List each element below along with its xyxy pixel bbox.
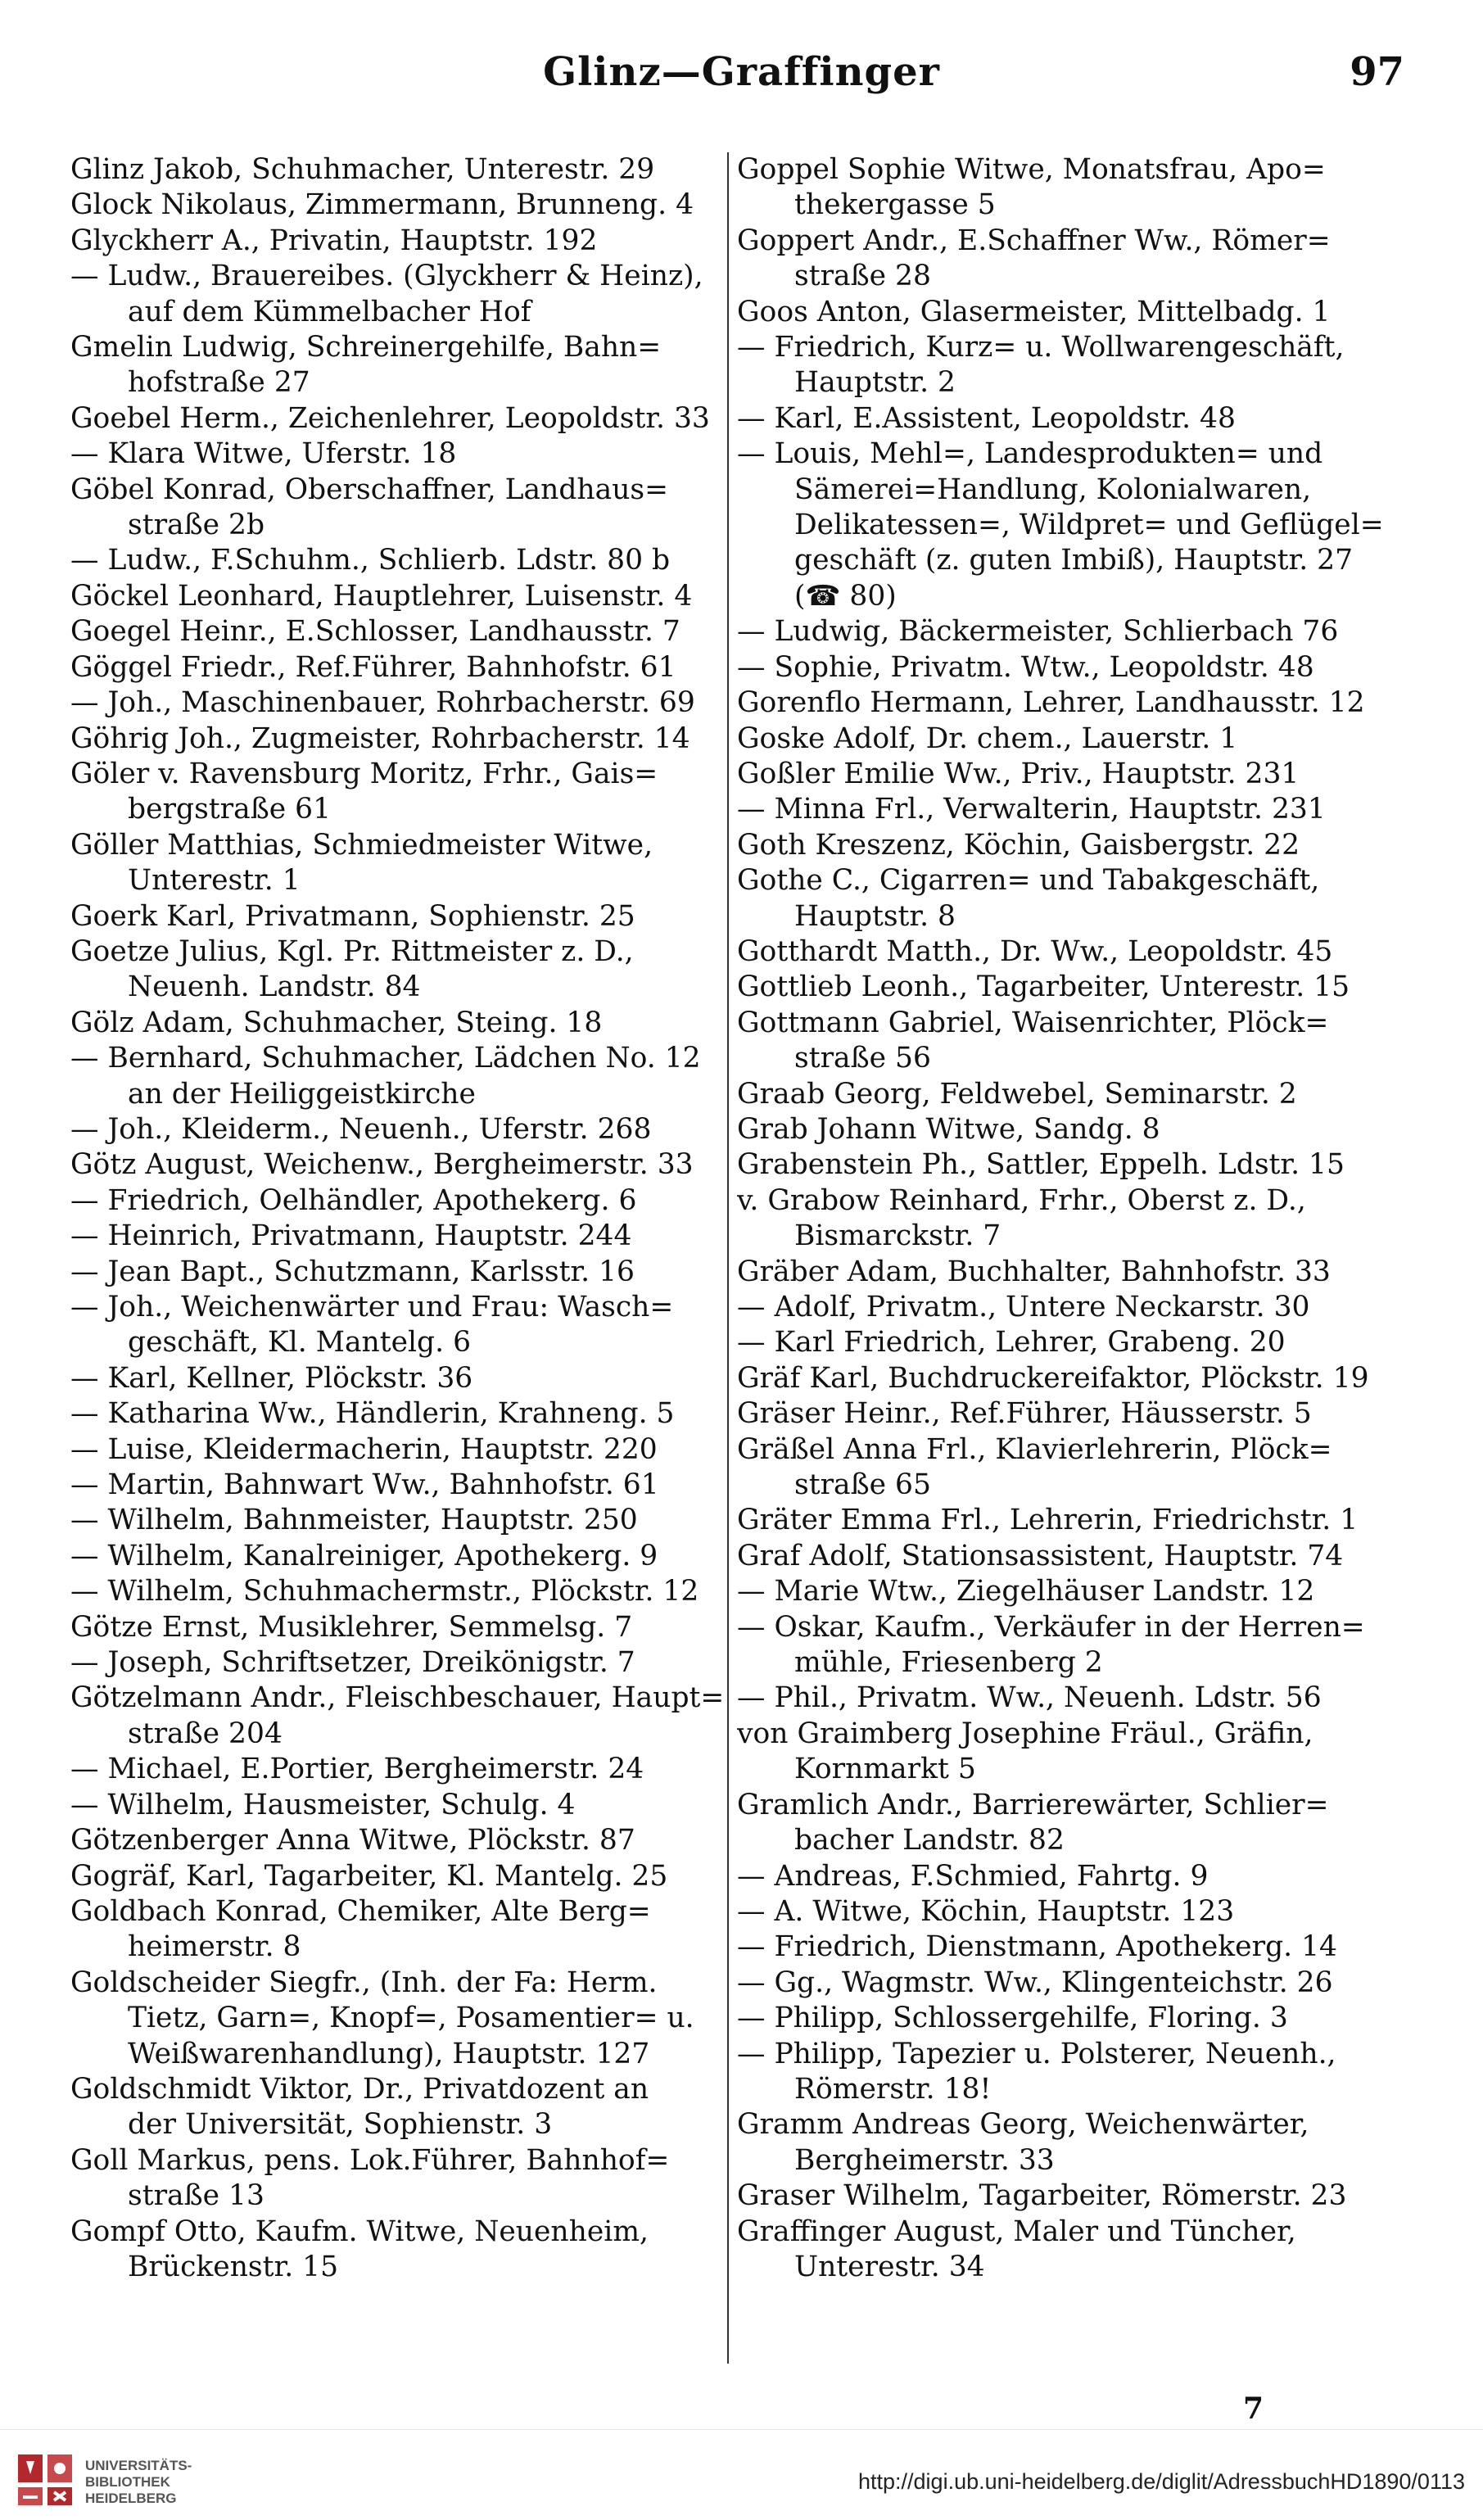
directory-entry: Götz August, Weichenw., Bergheimerstr. 33 bbox=[70, 1148, 694, 1182]
directory-entry: Gogräf, Karl, Tagarbeiter, Kl. Mantelg. 25 bbox=[70, 1859, 668, 1893]
directory-entry: — Joseph, Schriftsetzer, Dreikönigstr. 7 bbox=[70, 1646, 635, 1680]
directory-entry-continuation: Hauptstr. 2 bbox=[794, 366, 956, 400]
right-column bbox=[737, 152, 1399, 2380]
directory-entry: Gottmann Gabriel, Waisenrichter, Plöck= bbox=[737, 1006, 1329, 1039]
directory-entry: Glinz Jakob, Schuhmacher, Unterestr. 29 bbox=[70, 153, 655, 186]
directory-entry: Glock Nikolaus, Zimmermann, Brunneng. 4 bbox=[70, 188, 694, 222]
directory-entry: Goldscheider Siegfr., (Inh. der Fa: Herm. bbox=[70, 1966, 658, 1999]
directory-entry-continuation: Römerstr. 18! bbox=[794, 2072, 992, 2106]
directory-entry: — Karl Friedrich, Lehrer, Grabeng. 20 bbox=[737, 1326, 1286, 1360]
directory-entry: Gothe C., Cigarren= und Tabakgeschäft, bbox=[737, 864, 1320, 898]
directory-entry: Goll Markus, pens. Lok.Führer, Bahnhof= bbox=[70, 2143, 670, 2177]
directory-entry: Goske Adolf, Dr. chem., Lauerstr. 1 bbox=[737, 722, 1238, 755]
directory-entry-continuation: Tietz, Garn=, Knopf=, Posamentier= u. bbox=[128, 2002, 694, 2035]
directory-entry: Gorenflo Hermann, Lehrer, Landhausstr. 12 bbox=[737, 686, 1365, 720]
directory-entry: — Philipp, Schlossergehilfe, Floring. 3 bbox=[737, 2002, 1288, 2035]
directory-entry: — Andreas, F.Schmied, Fahrtg. 9 bbox=[737, 1859, 1209, 1893]
directory-entry: Gompf Otto, Kaufm. Witwe, Neuenheim, bbox=[70, 2215, 649, 2248]
directory-entry-continuation: geschäft (z. guten Imbiß), Hauptstr. 27 bbox=[794, 544, 1354, 577]
directory-entry: Goos Anton, Glasermeister, Mittelbadg. 1 bbox=[737, 295, 1331, 328]
directory-entry: Gräser Heinr., Ref.Führer, Häusserstr. 5 bbox=[737, 1397, 1312, 1431]
directory-entry-continuation: straße 56 bbox=[794, 1042, 931, 1075]
directory-entry: Graffinger August, Maler und Tüncher, bbox=[737, 2215, 1296, 2248]
directory-entry-continuation: der Universität, Sophienstr. 3 bbox=[128, 2108, 553, 2142]
column-divider bbox=[727, 152, 729, 2364]
directory-entry: Gräber Adam, Buchhalter, Bahnhofstr. 33 bbox=[737, 1255, 1331, 1288]
directory-entry-continuation: Unterestr. 34 bbox=[794, 2250, 985, 2283]
directory-entry: — Michael, E.Portier, Bergheimerstr. 24 bbox=[70, 1753, 644, 1786]
directory-entry-continuation: heimerstr. 8 bbox=[128, 1930, 301, 1964]
directory-entry: — Louis, Mehl=, Landesprodukten= und bbox=[737, 437, 1323, 471]
directory-entry: Grabenstein Ph., Sattler, Eppelh. Ldstr. 15 bbox=[737, 1148, 1345, 1182]
directory-entry: — Wilhelm, Hausmeister, Schulg. 4 bbox=[70, 1788, 576, 1821]
directory-entry: Goegel Heinr., E.Schlosser, Landhausstr. 7 bbox=[70, 615, 680, 649]
directory-entry-continuation: Hauptstr. 8 bbox=[794, 899, 956, 933]
directory-entry: Graf Adolf, Stationsassistent, Hauptstr. 74 bbox=[737, 1539, 1344, 1572]
directory-entry: Götzelmann Andr., Fleischbeschauer, Haupt= bbox=[70, 1681, 725, 1715]
directory-entry: Göckel Leonhard, Hauptlehrer, Luisenstr. 4 bbox=[70, 579, 693, 613]
directory-entry: v. Grabow Reinhard, Frhr., Oberst z. D., bbox=[737, 1183, 1306, 1217]
directory-entry-continuation: an der Heiliggeistkirche bbox=[128, 1077, 476, 1111]
directory-entry-continuation: straße 204 bbox=[128, 1717, 283, 1750]
directory-entry: — Heinrich, Privatmann, Hauptstr. 244 bbox=[70, 1219, 632, 1253]
directory-entry: Goppert Andr., E.Schaffner Ww., Römer= bbox=[737, 224, 1331, 257]
directory-entry: — Minna Frl., Verwalterin, Hauptstr. 231 bbox=[737, 793, 1326, 826]
footer bbox=[0, 2429, 1483, 2520]
directory-entry: Gramlich Andr., Barrierewärter, Schlier= bbox=[737, 1788, 1329, 1821]
directory-entry-continuation: straße 28 bbox=[794, 260, 931, 293]
directory-entry: — Joh., Kleiderm., Neuenh., Uferstr. 268 bbox=[70, 1112, 652, 1146]
directory-entry: Gottlieb Leonh., Tagarbeiter, Unterestr. 15 bbox=[737, 970, 1350, 1004]
directory-entry: — Oskar, Kaufm., Verkäufer in der Herren= bbox=[737, 1610, 1365, 1644]
directory-entry-continuation: auf dem Kümmelbacher Hof bbox=[128, 295, 531, 328]
directory-entry: Gräter Emma Frl., Lehrerin, Friedrichstr. 1 bbox=[737, 1504, 1359, 1537]
directory-entry-continuation: bergstraße 61 bbox=[128, 793, 332, 826]
directory-entry: Götzenberger Anna Witwe, Plöckstr. 87 bbox=[70, 1824, 635, 1857]
directory-entry: — Phil., Privatm. Ww., Neuenh. Ldstr. 56 bbox=[737, 1681, 1322, 1715]
directory-entry: — Marie Wtw., Ziegelhäuser Landstr. 12 bbox=[737, 1575, 1315, 1608]
directory-entry: Graab Georg, Feldwebel, Seminarstr. 2 bbox=[737, 1077, 1297, 1111]
directory-entry-continuation: Brückenstr. 15 bbox=[128, 2250, 339, 2283]
university-seal-icon bbox=[11, 2448, 79, 2510]
directory-entry: — Ludwig, Bäckermeister, Schlierbach 76 bbox=[737, 615, 1339, 649]
directory-entry: — Karl, Kellner, Plöckstr. 36 bbox=[70, 1361, 473, 1395]
directory-entry-continuation: Sämerei=Handlung, Kolonialwaren, bbox=[794, 473, 1312, 506]
directory-entry: — A. Witwe, Köchin, Hauptstr. 123 bbox=[737, 1894, 1235, 1928]
directory-entry: Goerk Karl, Privatmann, Sophienstr. 25 bbox=[70, 899, 635, 933]
directory-entry: — Bernhard, Schuhmacher, Lädchen No. 12 bbox=[70, 1042, 701, 1075]
directory-entry: Göbel Konrad, Oberschaffner, Landhaus= bbox=[70, 473, 669, 506]
directory-entry: Goldbach Konrad, Chemiker, Alte Berg= bbox=[70, 1894, 651, 1928]
directory-entry: Grab Johann Witwe, Sandg. 8 bbox=[737, 1112, 1160, 1146]
directory-entry: — Friedrich, Oelhändler, Apothekerg. 6 bbox=[70, 1183, 637, 1217]
directory-entry: — Katharina Ww., Händlerin, Krahneng. 5 bbox=[70, 1397, 675, 1431]
source-url[interactable]: http://digi.ub.uni-heidelberg.de/diglit/AdressbuchHD1890/0113 bbox=[858, 2469, 1465, 2494]
directory-entry: — Friedrich, Dienstmann, Apothekerg. 14 bbox=[737, 1930, 1337, 1964]
directory-entry-continuation: geschäft, Kl. Mantelg. 6 bbox=[128, 1326, 472, 1360]
directory-entry: Göler v. Ravensburg Moritz, Frhr., Gais= bbox=[70, 757, 658, 790]
directory-entry-continuation: Weißwarenhandlung), Hauptstr. 127 bbox=[128, 2037, 650, 2070]
directory-entry-continuation: Kornmarkt 5 bbox=[794, 1753, 976, 1786]
directory-entry-continuation: thekergasse 5 bbox=[794, 188, 996, 222]
directory-entry-continuation: straße 13 bbox=[128, 2179, 264, 2213]
directory-entry: Gölz Adam, Schuhmacher, Steing. 18 bbox=[70, 1006, 603, 1039]
library-name-line-3: HEIDELBERG bbox=[85, 2491, 177, 2506]
library-name-line-2: BIBLIOTHEK bbox=[85, 2474, 170, 2490]
directory-entry: — Joh., Maschinenbauer, Rohrbacherstr. 69 bbox=[70, 686, 695, 720]
page-number: 97 bbox=[1350, 49, 1404, 95]
directory-entry: — Adolf, Privatm., Untere Neckarstr. 30 bbox=[737, 1291, 1310, 1323]
directory-entry: — Karl, E.Assistent, Leopoldstr. 48 bbox=[737, 401, 1236, 435]
page-header bbox=[0, 49, 1483, 115]
directory-entry: Goldschmidt Viktor, Dr., Privatdozent an bbox=[70, 2072, 649, 2106]
directory-entry: — Sophie, Privatm. Wtw., Leopoldstr. 48 bbox=[737, 650, 1314, 684]
directory-entry: — Klara Witwe, Uferstr. 18 bbox=[70, 437, 457, 471]
signature-mark: 7 bbox=[1243, 2391, 1264, 2426]
directory-entry: — Philipp, Tapezier u. Polsterer, Neuenh., bbox=[737, 2037, 1336, 2070]
directory-entry-continuation: Neuenh. Landstr. 84 bbox=[128, 970, 421, 1004]
library-name bbox=[85, 2458, 192, 2507]
directory-entry-continuation: Bismarckstr. 7 bbox=[794, 1219, 1001, 1253]
directory-entry: — Luise, Kleidermacherin, Hauptstr. 220 bbox=[70, 1432, 658, 1466]
directory-entry: Goßler Emilie Ww., Priv., Hauptstr. 231 bbox=[737, 757, 1300, 790]
directory-entry-continuation: straße 2b bbox=[128, 509, 265, 542]
directory-entry: — Wilhelm, Bahnmeister, Hauptstr. 250 bbox=[70, 1504, 638, 1537]
directory-entry: — Martin, Bahnwart Ww., Bahnhofstr. 61 bbox=[70, 1468, 659, 1502]
library-name-line-1: UNIVERSITÄTS- bbox=[85, 2458, 192, 2473]
directory-entry: — Joh., Weichenwärter und Frau: Wasch= bbox=[70, 1291, 674, 1323]
directory-entry: Goetze Julius, Kgl. Pr. Rittmeister z. D., bbox=[70, 934, 634, 968]
directory-entry: Goppel Sophie Witwe, Monatsfrau, Apo= bbox=[737, 153, 1326, 186]
directory-entry: Göhrig Joh., Zugmeister, Rohrbacherstr. 14 bbox=[70, 722, 690, 755]
directory-entry: Gräßel Anna Frl., Klavierlehrerin, Plöck= bbox=[737, 1432, 1332, 1466]
directory-entry: Gmelin Ludwig, Schreinergehilfe, Bahn= bbox=[70, 331, 662, 364]
directory-entry: — Jean Bapt., Schutzmann, Karlsstr. 16 bbox=[70, 1255, 635, 1288]
directory-entry: Glyckherr A., Privatin, Hauptstr. 192 bbox=[70, 224, 598, 257]
directory-entry-continuation: Unterestr. 1 bbox=[128, 864, 301, 898]
directory-entry-continuation: straße 65 bbox=[794, 1468, 931, 1502]
directory-entry: Goth Kreszenz, Köchin, Gaisbergstr. 22 bbox=[737, 828, 1300, 862]
directory-entry: — Friedrich, Kurz= u. Wollwarengeschäft, bbox=[737, 331, 1345, 364]
directory-entry: — Wilhelm, Kanalreiniger, Apothekerg. 9 bbox=[70, 1539, 658, 1572]
directory-entry: Gräf Karl, Buchdruckereifaktor, Plöckstr. 19 bbox=[737, 1361, 1369, 1395]
directory-entry: — Ludw., F.Schuhm., Schlierb. Ldstr. 80 b bbox=[70, 544, 671, 577]
directory-entry: Graser Wilhelm, Tagarbeiter, Römerstr. 23 bbox=[737, 2179, 1347, 2213]
directory-entry-continuation: Bergheimerstr. 33 bbox=[794, 2143, 1055, 2177]
directory-entry-continuation: Delikatessen=, Wildpret= und Geflügel= bbox=[794, 509, 1384, 542]
directory-entry-continuation: (☎ 80) bbox=[794, 579, 897, 613]
directory-entry: Götze Ernst, Musiklehrer, Semmelsg. 7 bbox=[70, 1610, 633, 1644]
page-title: Glinz—Graffinger bbox=[543, 49, 940, 95]
directory-entry: Gotthardt Matth., Dr. Ww., Leopoldstr. 45 bbox=[737, 934, 1333, 968]
directory-entry-continuation: mühle, Friesenberg 2 bbox=[794, 1646, 1103, 1680]
left-column bbox=[70, 152, 726, 2380]
directory-entry: Gramm Andreas Georg, Weichenwärter, bbox=[737, 2108, 1309, 2142]
directory-entry: — Ludw., Brauereibes. (Glyckherr & Heinz), bbox=[70, 260, 703, 293]
directory-entry: — Gg., Wagmstr. Ww., Klingenteichstr. 26 bbox=[737, 1966, 1333, 1999]
directory-entry: von Graimberg Josephine Fräul., Gräfin, bbox=[737, 1717, 1313, 1750]
directory-entry: Goebel Herm., Zeichenlehrer, Leopoldstr. 33 bbox=[70, 401, 710, 435]
directory-entry: — Wilhelm, Schuhmachermstr., Plöckstr. 12 bbox=[70, 1575, 699, 1608]
directory-entry: Göller Matthias, Schmiedmeister Witwe, bbox=[70, 828, 653, 862]
directory-entry: Göggel Friedr., Ref.Führer, Bahnhofstr. 61 bbox=[70, 650, 676, 684]
directory-entry-continuation: hofstraße 27 bbox=[128, 366, 310, 400]
directory-entry-continuation: bacher Landstr. 82 bbox=[794, 1824, 1065, 1857]
